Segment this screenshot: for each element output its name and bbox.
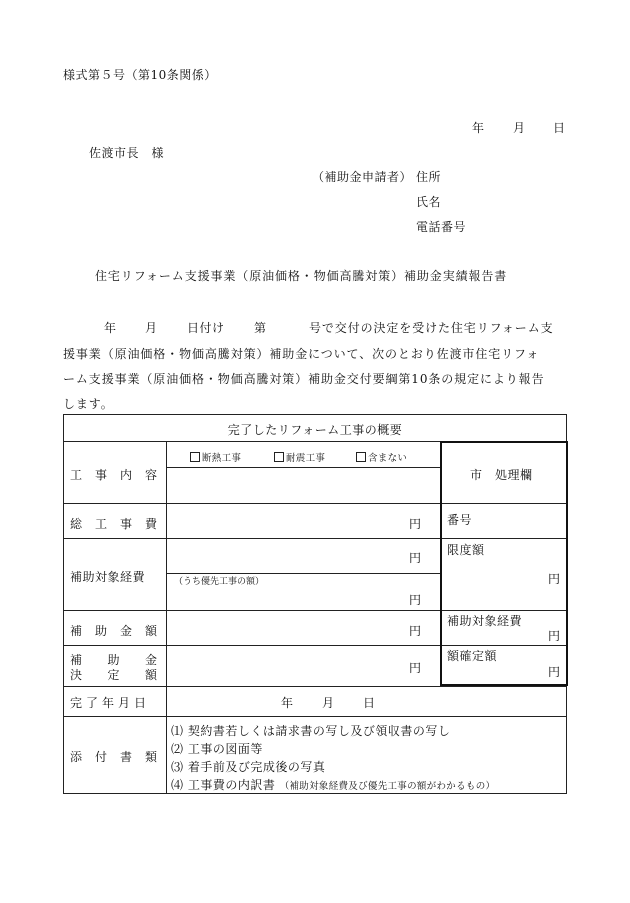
attachment-item: [171, 758, 325, 775]
checkbox-fukumanai[interactable]: [356, 450, 407, 464]
attachment-text: 工事の図面等: [187, 742, 263, 756]
applicant-address-label: 住所: [416, 170, 442, 184]
attachment-number: ⑵: [171, 742, 184, 756]
date-day-label: 日: [553, 121, 566, 135]
kanryo-year: 年: [281, 696, 294, 710]
yen-unit: 円: [409, 624, 422, 638]
body-line3: ーム支援事業（原油価格・物価高騰対策）補助金交付要綱第10条の規定により報告: [63, 372, 545, 386]
row-label-hojokin: 補 助 金 額: [70, 624, 158, 638]
attachment-number: ⑶: [171, 760, 184, 774]
yen-unit: 円: [409, 551, 422, 565]
row-label-sokoji: 総 工 事 費: [70, 517, 158, 531]
attachment-item: [171, 740, 263, 757]
checkbox-label: 耐震工事: [286, 453, 326, 464]
checkbox-taishin[interactable]: [274, 450, 325, 464]
checkbox-label: 断熱工事: [202, 453, 242, 464]
attachment-text: 工事費の内訳書: [187, 778, 276, 792]
table-rule: [63, 716, 567, 717]
addressee: 佐渡市長 様: [89, 146, 165, 160]
attachment-text: 着手前及び完成後の写真: [187, 760, 326, 774]
yen-unit: 円: [409, 517, 422, 531]
table-rule: [63, 686, 567, 687]
attachment-number: ⑴: [171, 724, 184, 738]
applicant-label: （補助金申請者）: [312, 170, 413, 184]
attachment-note: （補助対象経費及び優先工事の額がわかるもの）: [279, 781, 496, 792]
uchi-yusen-label: （うち優先工事の額）: [174, 577, 265, 587]
row-label-koji-naiyo: 工 事 内 容: [70, 468, 158, 482]
city-hojo-taisho-label: 補助対象経費: [447, 614, 523, 628]
document-title: 住宅リフォーム支援事業（原油価格・物価高騰対策）補助金実績報告書: [95, 269, 508, 283]
kanryo-month: 月: [322, 696, 335, 710]
body-month: 月: [145, 321, 158, 335]
row-label-kettei-2: 決 定 額: [70, 668, 158, 682]
checkbox-box[interactable]: [356, 452, 366, 462]
city-kakutei-label: 額確定額: [447, 649, 498, 663]
row-label-kanryo: 完了年月日: [70, 696, 151, 710]
checkbox-box[interactable]: [190, 452, 200, 462]
yen-unit: 円: [548, 665, 561, 679]
applicant-phone-label: 電話番号: [416, 220, 467, 234]
body-line2: 援事業（原油価格・物価高騰対策）補助金について、次のとおり佐渡市住宅リフォ: [63, 347, 540, 361]
table-rule: [166, 467, 440, 468]
attachment-number: ⑷: [171, 778, 184, 792]
attachment-item: [171, 776, 495, 793]
attachment-item: [171, 722, 450, 739]
body-line4: します。: [63, 397, 114, 411]
row-label-hojo-taisho: 補助対象経費: [70, 570, 146, 584]
body-no: 第: [254, 321, 267, 335]
yen-unit: 円: [548, 629, 561, 643]
date-month-label: 月: [513, 121, 526, 135]
city-gendo-label: 限度額: [447, 543, 485, 557]
body-year: 年: [104, 321, 117, 335]
row-label-tenpu: 添 付 書 類: [70, 750, 158, 764]
body-day: 日付け: [187, 321, 225, 335]
row-label-kettei-1: 補 助 金: [70, 653, 158, 667]
yen-unit: 円: [409, 661, 422, 675]
kanryo-day: 日: [363, 696, 376, 710]
date-year-label: 年: [472, 121, 485, 135]
table-rule: [166, 441, 167, 794]
applicant-name-label: 氏名: [416, 195, 442, 209]
yen-unit: 円: [409, 593, 422, 607]
attachment-text: 契約書若しくは請求書の写し及び領収書の写し: [187, 724, 451, 738]
yen-unit: 円: [548, 572, 561, 586]
table-header: 完了したリフォーム工事の概要: [227, 423, 403, 437]
body-line1: 号で交付の決定を受けた住宅リフォーム支: [309, 321, 554, 335]
city-column-header: 市 処理欄: [470, 468, 533, 482]
checkbox-label: 含まない: [368, 453, 408, 464]
checkbox-box[interactable]: [274, 452, 284, 462]
city-bango-label: 番号: [447, 513, 473, 527]
form-number: 様式第５号（第10条関係）: [63, 68, 217, 82]
checkbox-dannetsu[interactable]: [190, 450, 241, 464]
